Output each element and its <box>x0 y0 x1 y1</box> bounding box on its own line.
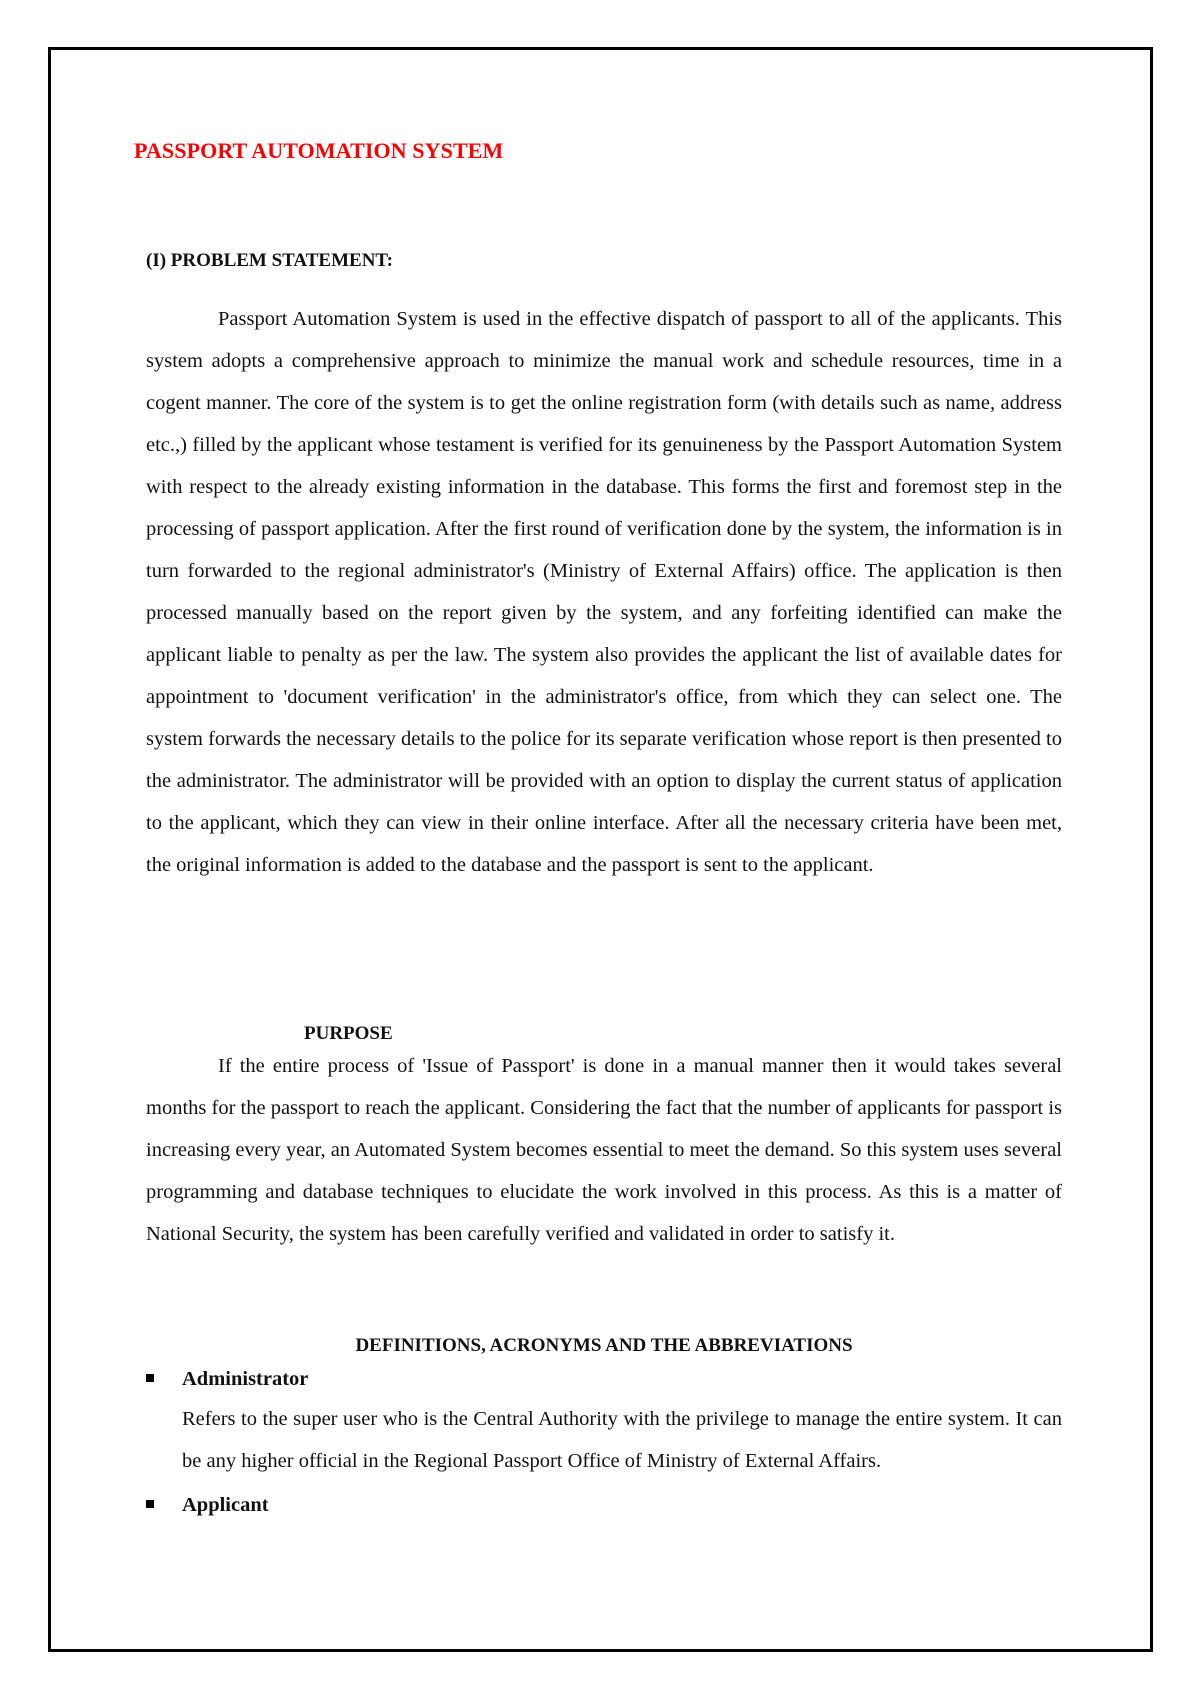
definitions-heading: DEFINITIONS, ACRONYMS AND THE ABBREVIATIONS <box>355 1335 853 1356</box>
problem-statement-paragraph: Passport Automation System is used in the effective dispatch of passport to all of the applicants. This system adopts a comprehensive approach to minimize the manual work and schedule resources, time in a cogent manner. The core of the system is to get the online registration form (with details such as name, address etc.,) filled by the applicant whose testament is verified for its genuineness by the Passport Automation System with respect to the already existing information in the database. This forms the first and foremost step in the processing of passport application. After the first round of verification done by the system, the information is in turn forwarded to the regional administrator's (Ministry of External Affairs) office. The application is then processed manually based on the report given by the system, and any forfeiting identified can make the applicant liable to penalty as per the law. The system also provides the applicant the list of available dates for appointment to 'document verification' in the administrator's office, from which they can select one. The system forwards the necessary details to the police for its separate verification whose report is then presented to the administrator. The administrator will be provided with an option to display the current status of application to the applicant, which they can view in their online interface. After all the necessary criteria have been met, the original information is added to the database and the passport is sent to the applicant. <box>146 308 1062 876</box>
square-bullet-icon <box>146 1500 154 1508</box>
definition-description: Refers to the super user who is the Central Authority with the privilege to manage the entire system. It can be any higher official in the Regional Passport Office of Ministry of External Affairs. <box>182 1408 1062 1472</box>
definition-item <box>146 1486 1062 1524</box>
purpose-paragraph: If the entire process of 'Issue of Passport' is done in a manual manner then it would takes several months for the passport to reach the applicant. Considering the fact that the number of applicants for passport is increasing every year, an Automated System becomes essential to meet the demand. So this system uses several programming and database techniques to elucidate the work involved in this process. As this is a matter of National Security, the system has been carefully verified and validated in order to satisfy it. <box>146 1055 1062 1245</box>
definition-term: Applicant <box>182 1494 269 1516</box>
document-title: PASSPORT AUTOMATION SYSTEM <box>134 138 504 163</box>
purpose-heading: PURPOSE <box>304 1023 393 1044</box>
square-bullet-icon <box>146 1374 154 1382</box>
problem-statement-heading: (I) PROBLEM STATEMENT: <box>146 250 394 271</box>
definition-term: Administrator <box>182 1368 309 1390</box>
definition-item <box>146 1360 1062 1482</box>
definitions-list <box>146 1360 1062 1528</box>
